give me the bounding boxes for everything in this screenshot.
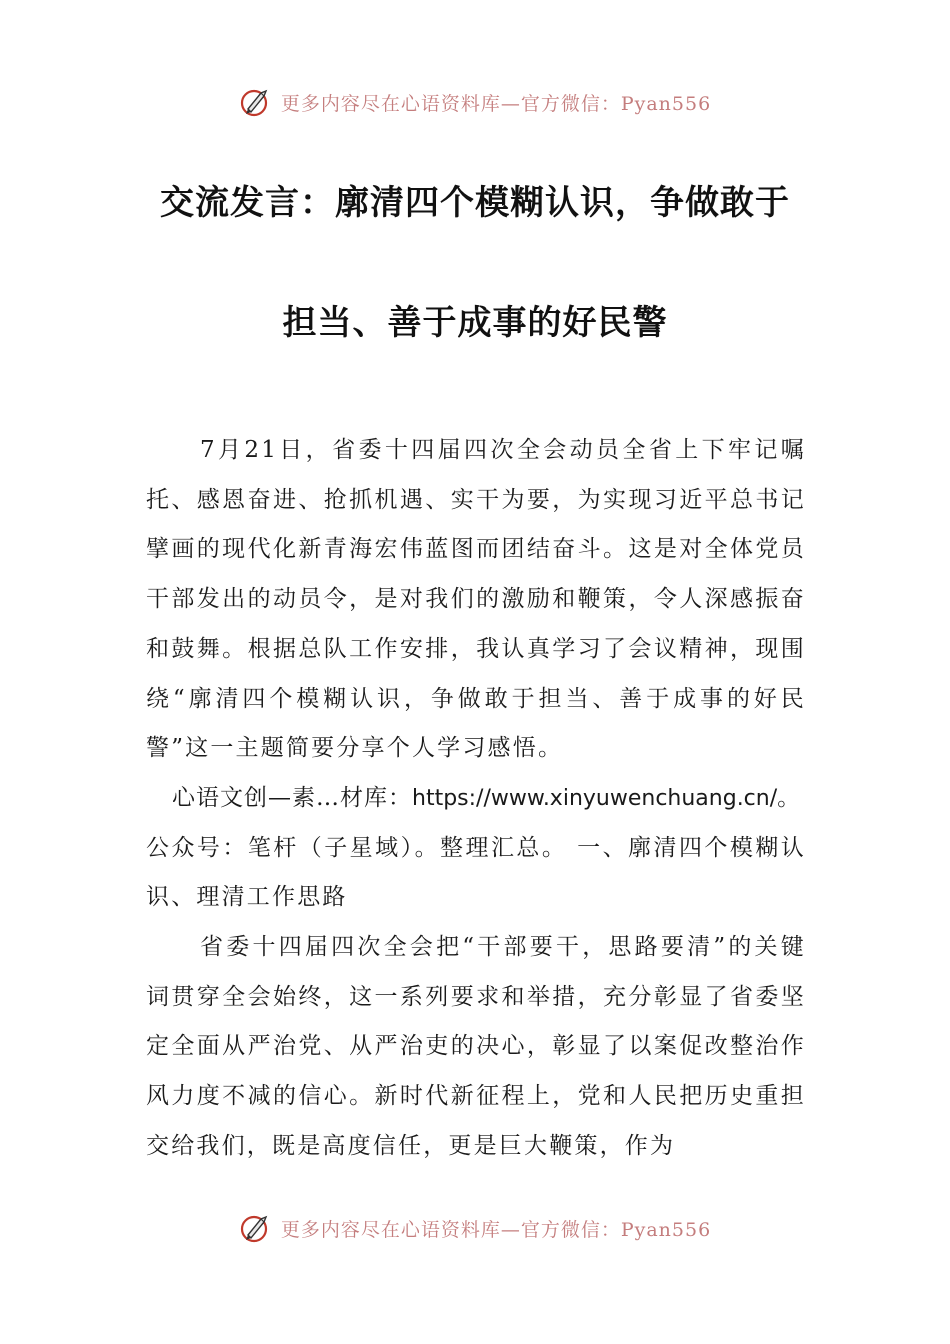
- article-body: [146, 426, 806, 1172]
- source-suffix: 。: [777, 784, 802, 811]
- page-title-line-2: 担当、善于成事的好民警: [282, 303, 668, 343]
- source-line: [146, 774, 806, 824]
- pen-nib-circle-icon: [239, 85, 273, 119]
- source-prefix: 心语文创—素…材库：: [172, 784, 412, 811]
- footer-banner: [0, 1208, 950, 1248]
- banner-text: 更多内容尽在心语资料库—官方微信：Pyan556: [280, 1218, 712, 1241]
- pen-nib-circle-icon: [239, 1211, 273, 1245]
- page-title-line-1: 交流发言：廓清四个模糊认识，争做敢于: [160, 183, 790, 223]
- header-banner: [0, 82, 950, 122]
- source-url: https://www.xinyuwenchuang.cn/: [412, 785, 778, 811]
- body-paragraph-3: 省委十四届四次全会把“干部要干，思路要清”的关键词贯穿全会始终，这一系列要求和举措，充分彰显了省委坚定全面从严治党、从严治吏的决心，彰显了以案促改整治作风力度不减的信心。新时代新征程上，党和人民把历史重担交给我们，既是高度信任，更是巨大鞭策，作为: [146, 934, 806, 1159]
- banner-text: 更多内容尽在心语资料库—官方微信：Pyan556: [280, 92, 712, 115]
- body-paragraph-1: 7月21日，省委十四届四次全会动员全省上下牢记嘱托、感恩奋进、抢抓机遇、实干为要，为实现习近平总书记擘画的现代化新青海宏伟蓝图而团结奋斗。这是对全体党员干部发出的动员令，是对我们的激励和鞭策，令人深感振奋和鼓舞。根据总队工作安排，我认真学习了会议精神，现围绕“廓清四个模糊认识，争做敢于担当、善于成事的好民警”这一主题简要分享个人学习感悟。: [146, 437, 806, 762]
- body-paragraph-2: 公众号：笔杆（子星域）。整理汇总。 一、廓清四个模糊认识、理清工作思路: [146, 834, 806, 911]
